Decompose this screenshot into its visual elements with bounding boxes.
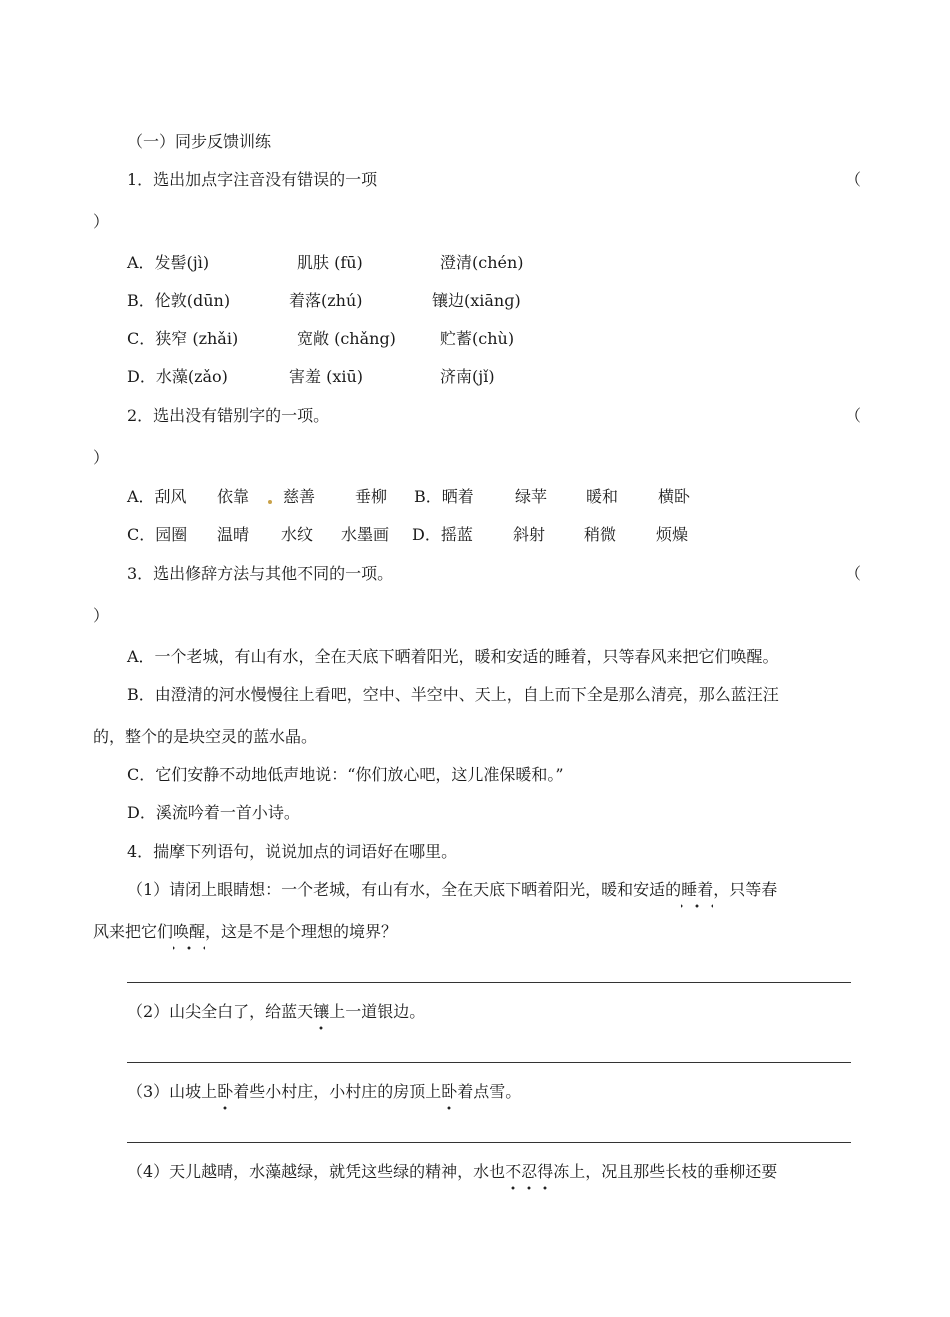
q4-sentence-4 [127,1161,777,1183]
q3-answer-paren-close: ） [93,606,110,625]
text: 冻上，况且那些长枝的垂柳还要 [553,1162,778,1181]
q1-option-c-2: 宽敞 (chǎng) [297,329,396,348]
text: ，只等春 [713,880,778,899]
text: （2）山尖全白了，给蓝天 [127,1002,314,1021]
q1-option-b-1: B．伦敦(dūn) [127,291,231,310]
q2-row2-word-4: 水墨画 [341,525,390,544]
emphasis-word: 睡着 [681,880,714,899]
q3-option-b-continued: 的，整个的是块空灵的蓝水晶。 [93,727,318,746]
q2-row2-word-7: 稍微 [584,525,617,544]
emphasis-word: 不忍得 [505,1162,554,1181]
q4-sentence-3 [127,1081,521,1103]
q2-row2-word-8: 烦燥 [656,525,689,544]
q2-row1-word-3: 慈善 [283,487,316,506]
q1-option-a-2: 肌肤 (fū) [297,253,363,272]
q2-row1-word-5: B．晒着 [414,487,474,506]
text: （3）山坡上 [127,1082,218,1101]
q1-stem: 1．选出加点字注音没有错误的一项 [127,170,378,189]
q2-row2-word-3: 水纹 [281,525,314,544]
q3-option-a: A．一个老城，有山有水，全在天底下晒着阳光，暖和安适的睡着，只等春风来把它们唤醒。 [127,647,779,666]
text: 风来把它们 [93,922,174,941]
emphasis-word: 镶 [313,1002,330,1021]
q1-option-b-2: 着落(zhú) [289,291,363,310]
q1-option-d-2: 害羞 (xiū) [289,367,364,386]
text: （4）天儿越晴，水藻越绿，就凭这些绿的精神，水也 [127,1162,506,1181]
highlight-mark [268,500,272,504]
q4-stem: 4．揣摩下列语句，说说加点的词语好在哪里。 [127,842,458,861]
q2-row2-word-1: C．园圈 [127,525,188,544]
q2-answer-paren-open: （ [845,406,862,425]
answer-line-3[interactable] [127,1142,851,1143]
q1-option-d-1: D．水藻(zǎo) [127,367,228,386]
q3-option-b: B．由澄清的河水慢慢往上看吧，空中、半空中、天上，自上而下全是那么清亮，那么蓝汪汪 [127,685,779,704]
q1-answer-paren-close: ） [93,212,110,231]
emphasis-word: 唤醒 [173,922,206,941]
q3-option-c: C．它们安静不动地低声地说：“你们放心吧，这儿准保暖和。” [127,765,564,784]
q2-row2-word-5: D．摇蓝 [412,525,473,544]
emphasis-word: 卧 [217,1082,234,1101]
emphasis-word: 卧 [441,1082,458,1101]
text: （1）请闭上眼睛想：一个老城，有山有水，全在天底下晒着阳光，暖和安适的 [127,880,682,899]
q1-option-c-3: 贮蓄(chù) [440,329,515,348]
q1-option-a-1: A．发髻(jì) [127,253,210,272]
q2-row1-word-2: 依靠 [217,487,250,506]
text: 着点雪。 [457,1082,522,1101]
q4-sentence-2 [127,1001,425,1023]
q3-option-d: D．溪流吟着一首小诗。 [127,803,300,822]
q4-sentence-1-continued [93,921,397,943]
q2-row2-word-2: 温晴 [217,525,250,544]
q1-answer-paren-open: （ [845,170,862,189]
q2-row1-word-4: 垂柳 [355,487,388,506]
q3-stem: 3．选出修辞方法与其他不同的一项。 [127,564,394,583]
section-title: （一）同步反馈训练 [127,132,272,151]
text: ，这是不是个理想的境界？ [205,922,398,941]
q1-option-b-3: 镶边(xiānɡ) [432,291,521,310]
q3-answer-paren-open: （ [845,564,862,583]
q1-option-c-1: C．狭窄 (zhǎi) [127,329,239,348]
q2-row1-word-1: A．刮风 [127,487,187,506]
q1-option-d-3: 济南(jǐ) [440,367,495,386]
q1-option-a-3: 澄清(chén) [440,253,524,272]
text: 着些小村庄，小村庄的房顶上 [233,1082,442,1101]
q2-row1-word-8: 横卧 [658,487,691,506]
q2-stem: 2．选出没有错别字的一项。 [127,406,330,425]
q2-row1-word-7: 暖和 [586,487,619,506]
q2-row2-word-6: 斜射 [513,525,546,544]
q4-sentence-1 [127,879,777,901]
q2-answer-paren-close: ） [93,448,110,467]
answer-line-1[interactable] [127,982,851,983]
q2-row1-word-6: 绿苹 [515,487,548,506]
text: 上一道银边。 [329,1002,426,1021]
answer-line-2[interactable] [127,1062,851,1063]
